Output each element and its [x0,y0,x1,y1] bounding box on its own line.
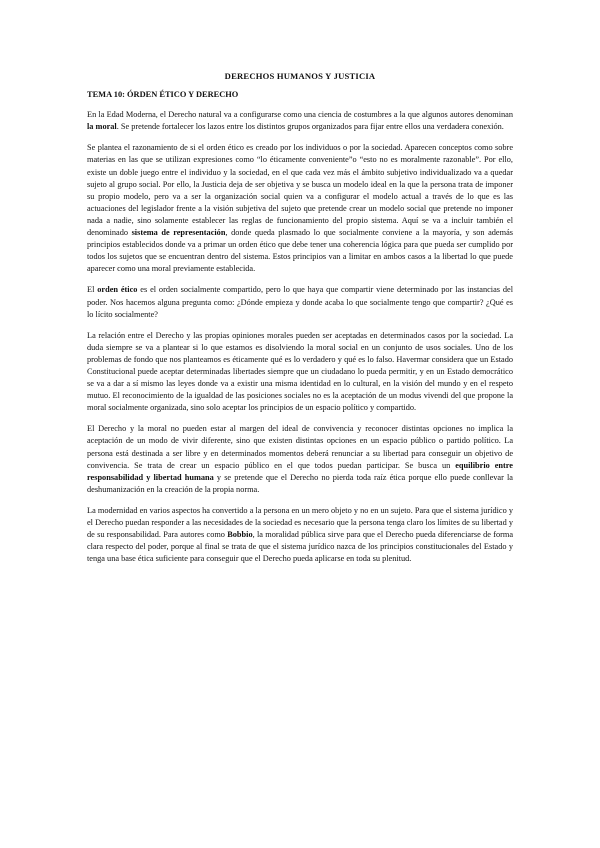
paragraph-4: La relación entre el Derecho y las propias opiniones morales pueden ser aceptadas en determinados casos por la sociedad. La duda siempre se va a plantear si lo que estamos es disolviendo la moral social en un conjunto de usos sociales. Uno de los problemas de fondo que nos planteamos es éticamente qué es lo verdadero y qué es lo falso. Havermar considera que un Estado Constitucional puede aceptar determinadas libertades siempre que un ciudadano lo pueda permitir, y en un Estado democrático se va a dar a sí mismo las leyes donde va a existir una misma identidad en lo cultural, en la visión del mundo y en el respeto mutuo. El reconocimiento de la igualdad de las posiciones sociales no es la aceptación de un modus vivendi del que propone la moral socialmente organizada, sino solo aceptar los principios de un espacio político y compartido. [87,330,513,413]
document-title: DERECHOS HUMANOS Y JUSTICIA [224,71,376,81]
paragraph-1: En la Edad Moderna, el Derecho natural va a configurarse como una ciencia de costumbres a la que algunos autores denominan la moral. Se pretende fortalecer los lazos entre los distintos grupos organizados para fijar entre ellos una verdadera conexión. [87,110,513,132]
bold-term: sistema de representación [131,228,226,238]
bold-term: orden ético [97,285,138,295]
bold-term: Bobbio [227,530,253,540]
paragraph-2: Se plantea el razonamiento de si el orden ético es creado por los individuos o por la sociedad. Aparecen conceptos como sobre materias en las que se utilizan expresiones como “lo éticamente conveniente”o “esto no es moralmente razonable”. Por ello, existe un doble juego entre el individuo y la sociedad, en el que cada vez más el ámbito subjetivo individualizado va a quedar sujeto al grupo social. Por ello, la Justicia deja de ser objetiva y se busca un modelo ideal en la que la persona trata de imponer su propio modelo, pero va a ser la organización social quien va a configurar el modelo actual a través de lo que es las actuaciones del legislador frente a la visión subjetiva del sujeto que pretende crear un modelo social que pretende no imponer nada a nadie, sino solamente establecer las reglas de funcionamiento del propio sistema. Aquí se va a incluir también el denominado sistema de representación, donde queda plasmado lo que socialmente conviene a la mayoría, y son además principios establecidos donde va a primar un orden ético que debe tener una coherencia lógica para que pueda ser cumplido por todos los sujetos que se encuentran dentro del sistema. Estos principios van a limitar en ambos casos a la libertad lo que puede aparecer como una moral previamente establecida. [87,143,513,274]
document-page [87,70,513,574]
bold-term: la moral [87,122,117,132]
paragraph-6: La modernidad en varios aspectos ha convertido a la persona en un mero objeto y no en un sujeto. Para que el sistema jurídico y el Derecho puedan responder a las necesidades de la sociedad es necesario que la persona tenga claro los límites de su libertad y de su responsabilidad. Para autores como Bobbio, la moralidad pública sirve para que el Derecho pueda diferenciarse de forma clara respecto del poder, porque al final se trata de que el sistema jurídico nazca de los principios constitucionales del Estado y tenga una base ética suficiente para conseguir que el Derecho pueda aplicarse en toda su plenitud. [87,505,513,564]
paragraph-3: El orden ético es el orden socialmente compartido, pero lo que haya que compartir viene determinado por las instancias del poder. Nos hacemos alguna pregunta como: ¿Dónde empieza y donde acaba lo que socialmente tengo que compartir? ¿Qué es lo lícito socialmente? [87,285,514,319]
paragraph-5: El Derecho y la moral no pueden estar al margen del ideal de convivencia y reconocer distintas opciones no implica la aceptación de un modo de vivir diferente, sino que existen distintas opciones en un espacio público o partido político. La persona está destinada a ser libre y en determinados momentos deberá renunciar a su libertad para conseguir un objetivo de convivencia. Se trata de crear un espacio público en el que todos puedan participar. Se busca un equilibrio entre responsabilidad y libertad humana y se pretende que el Derecho no pierda toda raíz ética porque ello puede conllevar la deshumanización en la creación de la propia norma. [87,424,513,494]
topic-heading: TEMA 10: ÓRDEN ÉTICO Y DERECHO [87,90,239,100]
bold-term: equilibrio entre responsabilidad y libertad humana [87,460,513,482]
